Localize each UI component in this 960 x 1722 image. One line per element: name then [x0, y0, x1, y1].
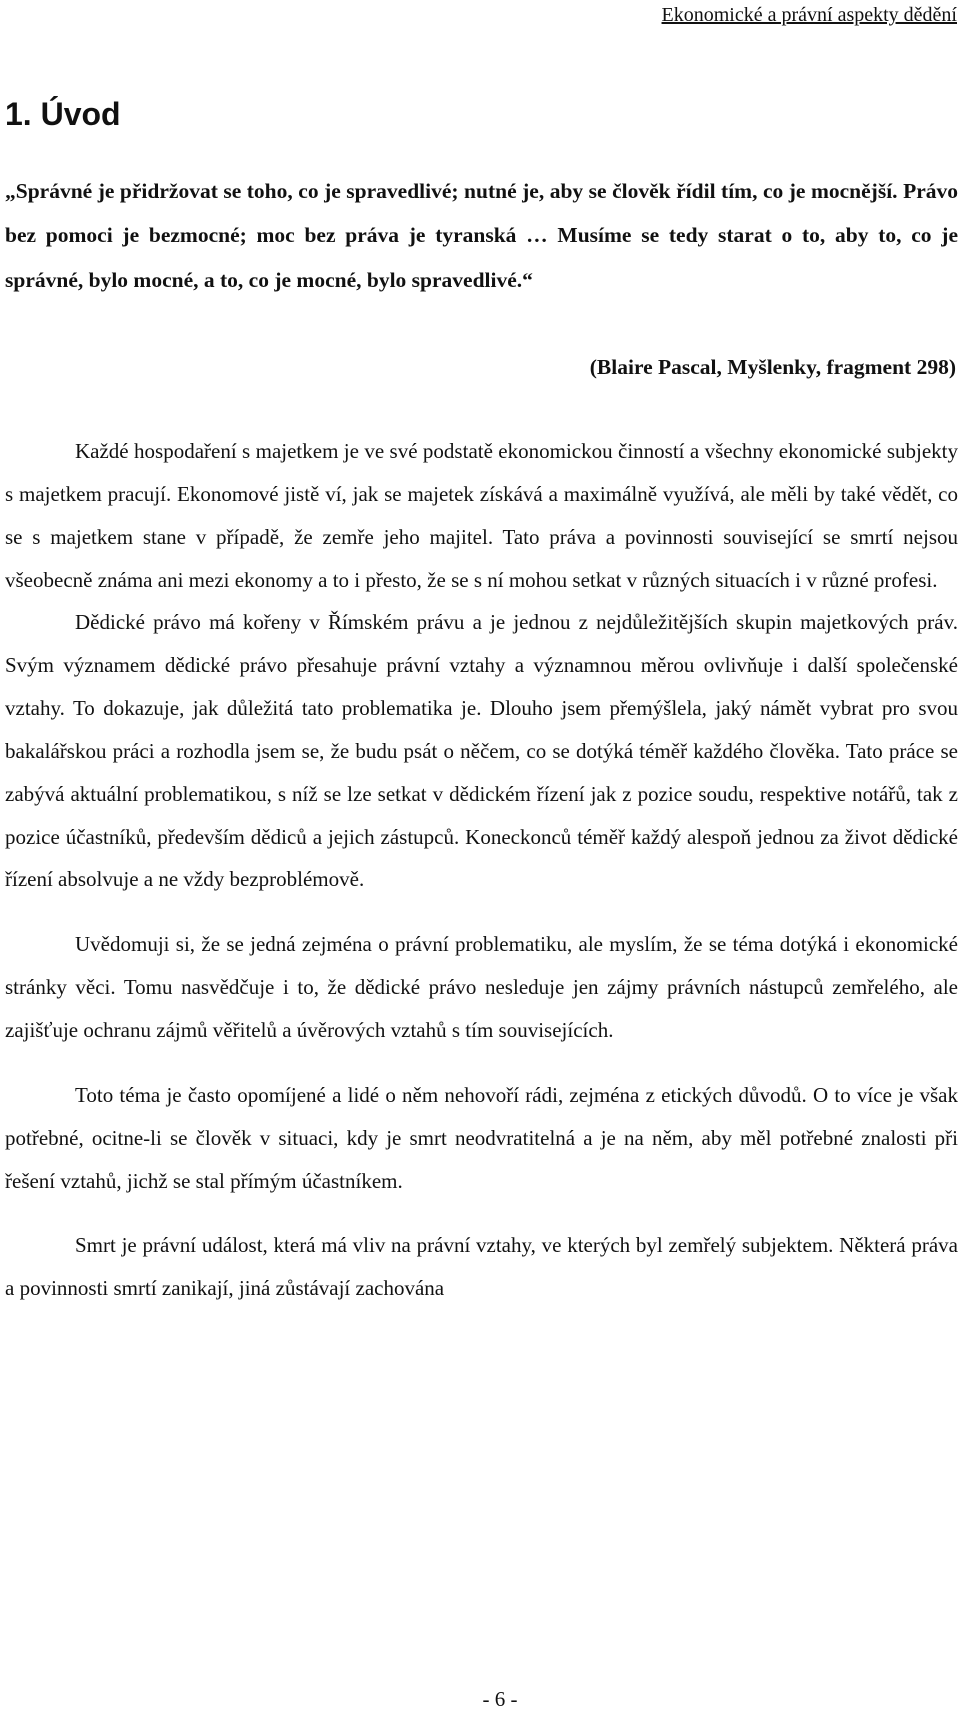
epigraph-quote: „Správné je přidržovat se toho, co je spravedlivé; nutné je, aby se člověk řídil tím, co je mocnější. Právo bez pomoci je bezmocné; moc bez práva je tyranská … Musíme se tedy starat o to, aby to, co je správné, bylo mocné, a to, co je mocné, bylo spravedlivé.“: [5, 179, 958, 292]
paragraph: Smrt je právní událost, která má vliv na právní vztahy, ve kterých byl zemřelý subjektem. Některá práva a povinnosti smrtí zanikají, jiná zůstávají zachována: [5, 1233, 958, 1301]
paragraph: Uvědomuji si, že se jedná zejména o právní problematiku, ale myslím, že se téma dotýká i ekonomické stránky věci. Tomu nasvědčuje i to, že dědické právo nesleduje jen zájmy právních nástupců zemřelého, ale zajišťuje ochranu zájmů věřitelů a úvěrových vztahů s tím souvisejících.: [5, 932, 958, 1042]
page-number: - 6 -: [482, 1687, 518, 1711]
paragraph: Každé hospodaření s majetkem je ve své podstatě ekonomickou činností a všechny ekonomické subjekty s majetkem pracují. Ekonomové jistě ví, jak se majetek získává a maximálně využívá, ale měli by také vědět, co se s majetkem stane v případě, že zemře jeho majitel. Tato práva a povinnosti související se smrtí nejsou všeobecně známa ani mezi ekonomy a to i přesto, že se s ní mohou setkat v různých situacích i v různé profesi.: [5, 439, 958, 592]
paragraph: Dědické právo má kořeny v Římském právu a je jednou z nejdůležitějších skupin majetkových práv. Svým významem dědické právo přesahuje právní vztahy a významnou měrou ovlivňuje i další společenské vztahy. To dokazuje, jak důležitá tato problematika je. Dlouho jsem přemýšlela, jaký námět vybrat pro svou bakalářskou práci a rozhodla jsem se, že budu psát o něčem, co se dotýká téměř každého člověka. Tato práce se zabývá aktuální problematikou, s níž se lze setkat v dědickém řízení jak z pozice soudu, respektive notářů, tak z pozice účastníků, především dědiců a jejich zástupců. Koneckonců téměř každý alespoň jednou za život dědické řízení absolvuje a ne vždy bezproblémově.: [5, 610, 958, 892]
body-text: [5, 430, 958, 1310]
chapter-heading: 1. Úvod: [5, 96, 121, 132]
running-header: Ekonomické a právní aspekty dědění: [661, 4, 957, 26]
epigraph-attribution: (Blaire Pascal, Myšlenky, fragment 298): [589, 355, 956, 379]
paragraph: Toto téma je často opomíjené a lidé o něm nehovoří rádi, zejména z etických důvodů. O to více je však potřebné, ocitne-li se člověk v situaci, kdy je smrt neodvratitelná a je na něm, aby měl potřebné znalosti při řešení vztahů, jichž se stal přímým účastníkem.: [5, 1082, 958, 1193]
